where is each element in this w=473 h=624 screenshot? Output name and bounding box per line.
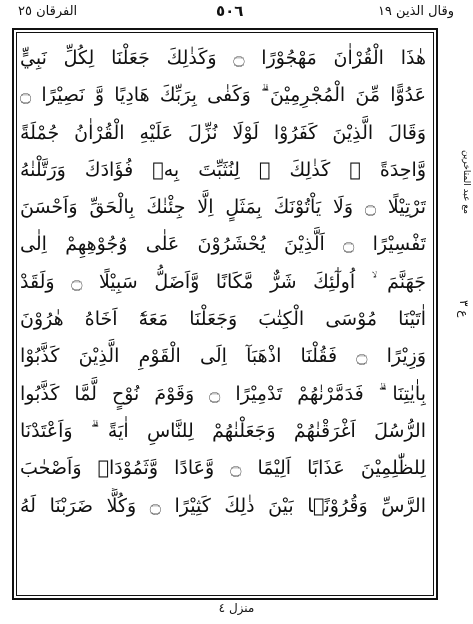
text-line: اٰتَيْنَا مُوْسَى الْكِتٰبَ وَجَعَلْنَا مَعَهٗٓ اَخَاهُ هٰرُوْنَ bbox=[20, 308, 426, 331]
surah-name: الفرقان ٢٥ bbox=[18, 4, 78, 19]
text-line: الرُّسُلَ اَغْرَقْنٰهُمْ وَجَعَلْنٰهُمْ لِلنَّاسِ اٰيَةً ۗ وَاَعْتَدْنَا bbox=[20, 419, 426, 442]
text-line: تَرْتِيْلًا ۝ وَلَا يَاْتُوْنَكَ بِمَثَلٍ اِلَّا جِئْنٰكَ بِالْحَقِّ وَاَحْسَنَ bbox=[20, 196, 426, 219]
text-line: بِاٰيٰتِنَا ۗ فَدَمَّرْنٰهُمْ تَدْمِيْرًا ۝ وَقَوْمَ نُوْحٍ لَّمَّا كَذَّبُوا bbox=[20, 382, 426, 405]
text-line: تَفْسِيْرًا ۝ اَلَّذِيْنَ يُحْشَرُوْنَ عَلٰى وُجُوْهِهِمْ اِلٰى bbox=[20, 233, 426, 256]
juz-name: وقال الذين ١٩ bbox=[377, 4, 454, 19]
text-line: وَّاحِدَةً ۚ كَذٰلِكَ ۚ لِنُثَبِّتَ بِهٖ فُؤَادَكَ وَرَتَّلْنٰهُ bbox=[20, 158, 426, 181]
text-line: هٰذَا الْقُرْاٰنَ مَهْجُوْرًا ۝ وَكَذٰلِكَ جَعَلْنَا لِكُلِّ نَبِيٍّ bbox=[20, 47, 426, 69]
page-header bbox=[18, 2, 454, 28]
margin-note: ع ٣ bbox=[457, 300, 471, 318]
text-line: وَزِيْرًا ۝ فَقُلْنَا اذْهَبَآ اِلَى الْقَوْمِ الَّذِيْنَ كَذَّبُوْا bbox=[20, 345, 426, 368]
page-number: ٥٠٦ bbox=[216, 2, 244, 20]
quran-text bbox=[20, 40, 426, 525]
text-line: وَقَالَ الَّذِيْنَ كَفَرُوْا لَوْلَا نُزِّلَ عَلَيْهِ الْقُرْاٰنُ جُمْلَةً bbox=[20, 121, 426, 144]
text-line: لِلظّٰلِمِيْنَ عَذَابًا اَلِيْمًا ۝ وَّعَادًا وَّثَمُوْدَا۟ وَاَصْحٰبَ bbox=[20, 457, 426, 480]
text-line: عَدُوًّا مِّنَ الْمُجْرِمِيْنَ ۗ وَكَفٰى بِرَبِّكَ هَادِيًا وَّ نَصِيْرًا ۝ bbox=[20, 84, 426, 107]
manzil-footer: منزل ٤ bbox=[218, 601, 255, 615]
text-line: جَهَنَّمَ ۙ اُولٰٓئِكَ شَرٌّ مَّكَانًا وَّاَضَلُّ سَبِيْلًا ۝ وَلَقَدْ bbox=[20, 270, 426, 293]
text-line: الرَّسِّ وَقُرُوْنًۢا بَيْنَ ذٰلِكَ كَثِيْرًا ۝ وَكُلًّا ضَرَبْنَا لَهُ bbox=[20, 494, 426, 517]
margin-note: مع عبد المتاخرين bbox=[461, 150, 471, 214]
